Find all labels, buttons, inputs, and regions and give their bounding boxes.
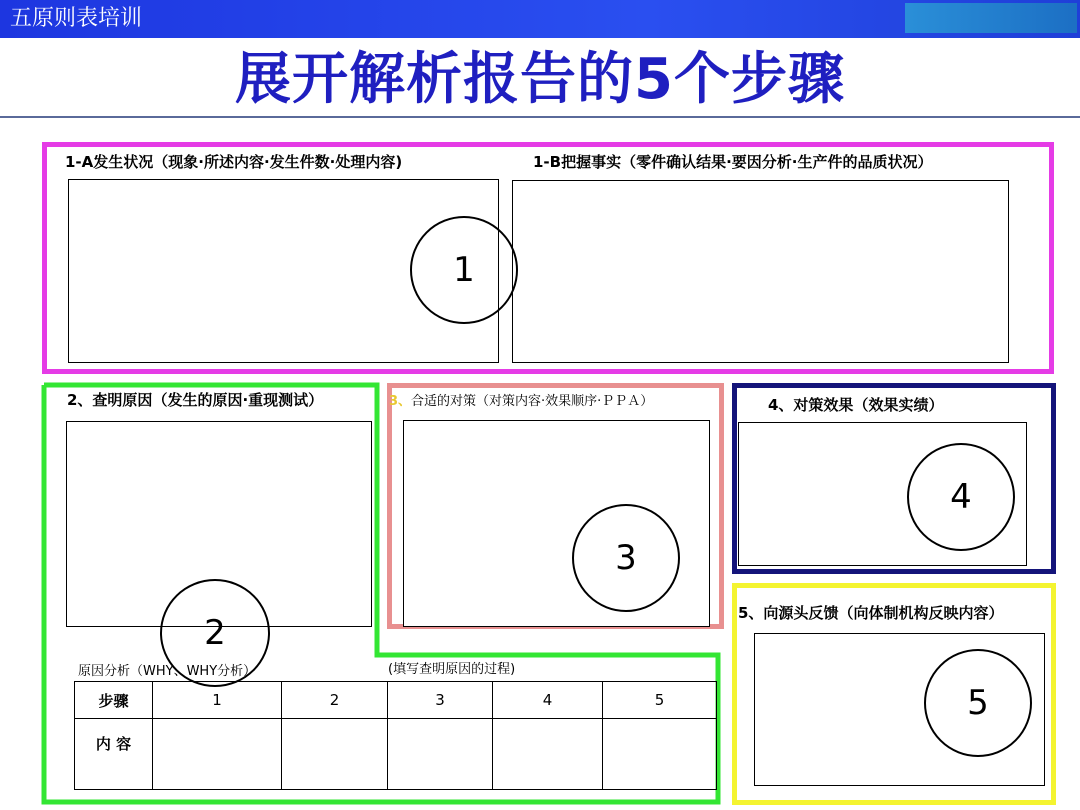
- section-3-label-row: [389, 390, 653, 409]
- section-3-label: 合适的对策（对策内容·效果顺序·ＰＰＡ）: [411, 394, 654, 409]
- step-column-2: 2: [282, 682, 388, 719]
- step-content-3[interactable]: [388, 719, 493, 790]
- course-title: 五原则表培训: [10, 6, 143, 31]
- step-column-3: 3: [388, 682, 493, 719]
- step-content-2[interactable]: [282, 719, 388, 790]
- step-1-circle: 1: [410, 216, 518, 324]
- section-2-label: 2、查明原因（发生的原因·重现测试）: [67, 391, 324, 409]
- step-content-4[interactable]: [493, 719, 603, 790]
- content-header-cell: 内 容: [75, 719, 153, 790]
- page-title: 展开解析报告的5个步骤: [235, 47, 845, 112]
- why-analysis-label: 原因分析（WHY、WHY分析）: [78, 664, 257, 679]
- step-content-5[interactable]: [603, 719, 717, 790]
- step-4-circle: 4: [907, 443, 1015, 551]
- section-5-label: 5、向源头反馈（向体制机构反映内容）: [738, 604, 1004, 622]
- step-content-1[interactable]: [153, 719, 282, 790]
- section-1b-label: 1-B把握事实（零件确认结果·要因分析·生产件的品质状况）: [533, 153, 933, 171]
- step-3-circle: 3: [572, 504, 680, 612]
- steps-table-header-row: [75, 682, 717, 719]
- steps-table: [74, 681, 717, 790]
- steps-table-content-row: [75, 719, 717, 790]
- step-column-1: 1: [153, 682, 282, 719]
- section-1b-box: [512, 180, 1009, 363]
- steps-header-cell: 步骤: [75, 682, 153, 719]
- step-column-5: 5: [603, 682, 717, 719]
- step-2-circle: 2: [160, 579, 270, 687]
- process-note-label: (填写查明原因的过程): [388, 662, 516, 677]
- section-3-number: 3、: [389, 394, 412, 409]
- step-column-4: 4: [493, 682, 603, 719]
- section-4-label: 4、对策效果（效果实绩）: [768, 396, 944, 414]
- section-1a-label: 1-A发生状况（现象·所述内容·发生件数·处理内容): [65, 153, 403, 171]
- step-5-circle: 5: [924, 649, 1032, 757]
